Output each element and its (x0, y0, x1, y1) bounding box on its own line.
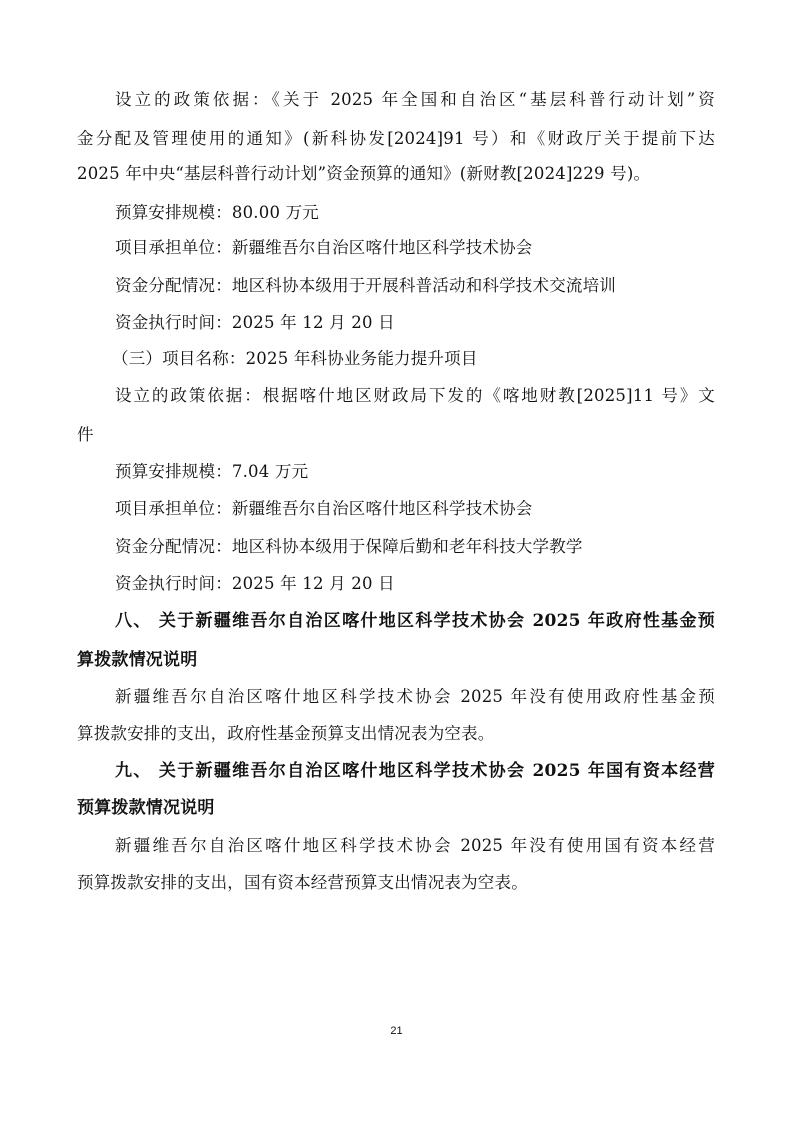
policy-basis-line-2: 金分配及管理使用的通知》(新科协发[2024]91 号）和《财政厅关于提前下达 (77, 129, 715, 148)
execution-time: 资金执行时间：2025 年 12 月 20 日 (115, 574, 395, 593)
execution-time: 资金执行时间：2025 年 12 月 20 日 (115, 313, 395, 332)
policy-basis-line-1: 设立的政策依据：《关于 2025 年全国和自治区“基层科普行动计划”资 (115, 90, 715, 109)
policy-basis-line-2: 件 (77, 425, 94, 444)
budget-scale: 预算安排规模：80.00 万元 (115, 203, 319, 222)
policy-basis-line-3: 2025 年中央“基层科普行动计划”资金预算的通知》(新财教[2024]229 号)。 (77, 164, 651, 183)
budget-scale: 预算安排规模：7.04 万元 (115, 462, 309, 481)
section-8-body-line-2: 算拨款安排的支出，政府性基金预算支出情况表为空表。 (77, 724, 495, 743)
fund-allocation: 资金分配情况：地区科协本级用于开展科普活动和科学技术交流培训 (115, 276, 616, 295)
policy-basis-line-1: 设立的政策依据：根据喀什地区财政局下发的《喀地财教[2025]11 号》文 (115, 386, 715, 405)
page-number: 21 (390, 1025, 403, 1037)
fund-allocation: 资金分配情况：地区科协本级用于保障后勤和老年科技大学教学 (115, 537, 583, 556)
section-8-body-line-1: 新疆维吾尔自治区喀什地区科学技术协会 2025 年没有使用政府性基金预 (115, 687, 715, 706)
project-name-heading: （三）项目名称：2025 年科协业务能力提升项目 (112, 349, 478, 368)
section-9-body-line-2: 预算拨款安排的支出，国有资本经营预算支出情况表为空表。 (77, 873, 528, 892)
section-8-heading-line-2: 算拨款情况说明 (77, 650, 198, 670)
section-9-body-line-1: 新疆维吾尔自治区喀什地区科学技术协会 2025 年没有使用国有资本经营 (115, 836, 715, 855)
section-9-heading-line-1: 九、 关于新疆维吾尔自治区喀什地区科学技术协会 2025 年国有资本经营 (115, 761, 715, 781)
undertaking-unit: 项目承担单位：新疆维吾尔自治区喀什地区科学技术协会 (115, 238, 533, 257)
section-9-heading-line-2: 预算拨款情况说明 (77, 798, 215, 818)
undertaking-unit: 项目承担单位：新疆维吾尔自治区喀什地区科学技术协会 (115, 499, 533, 518)
section-8-heading-line-1: 八、 关于新疆维吾尔自治区喀什地区科学技术协会 2025 年政府性基金预 (115, 611, 715, 631)
